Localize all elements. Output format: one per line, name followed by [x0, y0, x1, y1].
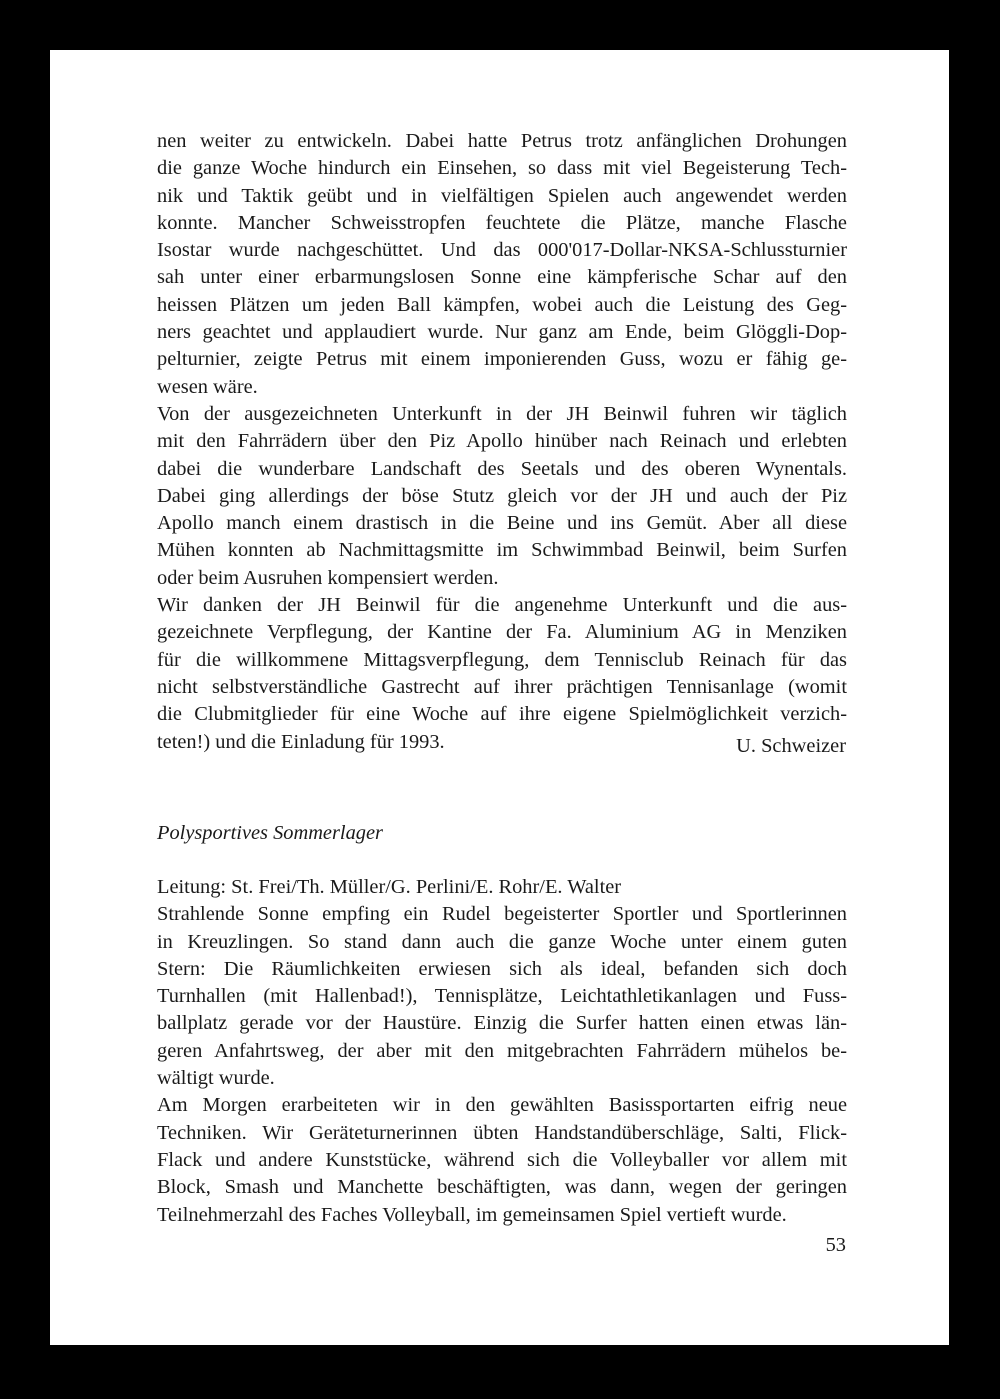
text-line: Teilnehmerzahl des Faches Volleyball, im gemeinsamen Spiel vertieft wurde.	[157, 1203, 787, 1226]
text-line: Techniken. Wir Geräteturnerinnen übten Handstandüberschläge, Salti, Flick-	[157, 1121, 847, 1144]
text-line: oder beim Ausruhen kompensiert werden.	[157, 566, 499, 589]
text-line: pelturnier, zeigte Petrus mit einem imponierenden Guss, wozu er fähig ge-	[157, 348, 847, 371]
text-line: Turnhallen (mit Hallenbad!), Tennisplätze, Leichtathletikanlagen und Fuss-	[157, 985, 847, 1008]
article-summer-camp	[157, 874, 847, 1229]
text-line: wesen wäre.	[157, 375, 258, 398]
text-line: die Clubmitglieder für eine Woche auf ihre eigene Spielmöglichkeit verzich-	[157, 703, 847, 726]
text-line: geren Anfahrtsweg, der aber mit den mitgebrachten Fahrrädern mühelos be-	[157, 1039, 847, 1062]
text-line: nik und Taktik geübt und in vielfältigen Spielen auch angewendet werden	[157, 184, 847, 207]
text-line: Strahlende Sonne empfing ein Rudel begeisterter Sportler und Sportlerinnen	[157, 903, 847, 926]
text-line: Am Morgen erarbeiteten wir in den gewählten Basissportarten eifrig neue	[157, 1094, 847, 1117]
page-number: 53	[825, 1234, 846, 1256]
text-line: Flack und andere Kunststücke, während sich die Volleyballer vor allem mit	[157, 1148, 847, 1171]
text-line: sah unter einer erbarmungslosen Sonne eine kämpferische Schar auf den	[157, 266, 847, 289]
document-page	[50, 50, 949, 1345]
text-line: Mühen konnten ab Nachmittagsmitte im Schwimmbad Beinwil, beim Surfen	[157, 539, 847, 562]
text-line: nicht selbstverständliche Gastrecht auf ihrer prächtigen Tennisanlage (womit	[157, 675, 847, 698]
text-line: in Kreuzlingen. So stand dann auch die ganze Woche unter einem guten	[157, 930, 847, 953]
article-tennis-continuation	[157, 128, 847, 756]
text-line: Stern: Die Räumlichkeiten erwiesen sich als ideal, befanden sich doch	[157, 957, 847, 980]
text-line: Block, Smash und Manchette beschäftigten, was dann, wegen der geringen	[157, 1176, 847, 1199]
text-line: nen weiter zu entwickeln. Dabei hatte Petrus trotz anfänglichen Drohungen	[157, 130, 847, 152]
text-line: dabei die wunderbare Landschaft des Seetals und des oberen Wynentals.	[157, 457, 847, 480]
text-line: ballplatz gerade vor der Haustüre. Einzig die Surfer hatten einen etwas län-	[157, 1012, 847, 1035]
text-line: gezeichnete Verpflegung, der Kantine der Fa. Aluminium AG in Menziken	[157, 621, 847, 644]
text-line: Von der ausgezeichneten Unterkunft in der JH Beinwil fuhren wir täglich	[157, 402, 847, 425]
text-line: Dabei ging allerdings der böse Stutz gleich vor der JH und auch der Piz	[157, 484, 847, 507]
text-line: Apollo manch einem drastisch in die Beine und ins Gemüt. Aber all diese	[157, 512, 847, 535]
text-line: Isostar wurde nachgeschüttet. Und das 000'017-Dollar-NKSA-Schlussturnier	[157, 239, 847, 262]
author-signature: U. Schweizer	[736, 735, 846, 757]
text-line: Leitung: St. Frei/Th. Müller/G. Perlini/E. Rohr/E. Walter	[157, 876, 622, 898]
text-line: die ganze Woche hindurch ein Einsehen, so dass mit viel Begeisterung Tech-	[157, 157, 847, 180]
text-line: teten!) und die Einladung für 1993.	[157, 730, 445, 753]
text-line: heissen Plätzen um jeden Ball kämpfen, wobei auch die Leistung des Geg-	[157, 293, 847, 316]
text-line: wältigt wurde.	[157, 1067, 275, 1090]
text-line: Wir danken der JH Beinwil für die angenehme Unterkunft und die aus-	[157, 594, 847, 617]
text-line: ners geachtet und applaudiert wurde. Nur ganz am Ende, beim Glöggli-Dop-	[157, 321, 847, 344]
section-heading: Polysportives Sommerlager	[157, 822, 383, 844]
text-line: für die willkommene Mittagsverpflegung, dem Tennisclub Reinach für das	[157, 648, 847, 671]
text-line: mit den Fahrrädern über den Piz Apollo hinüber nach Reinach und erlebten	[157, 430, 847, 453]
text-line: konnte. Mancher Schweisstropfen feuchtete die Plätze, manche Flasche	[157, 211, 847, 234]
